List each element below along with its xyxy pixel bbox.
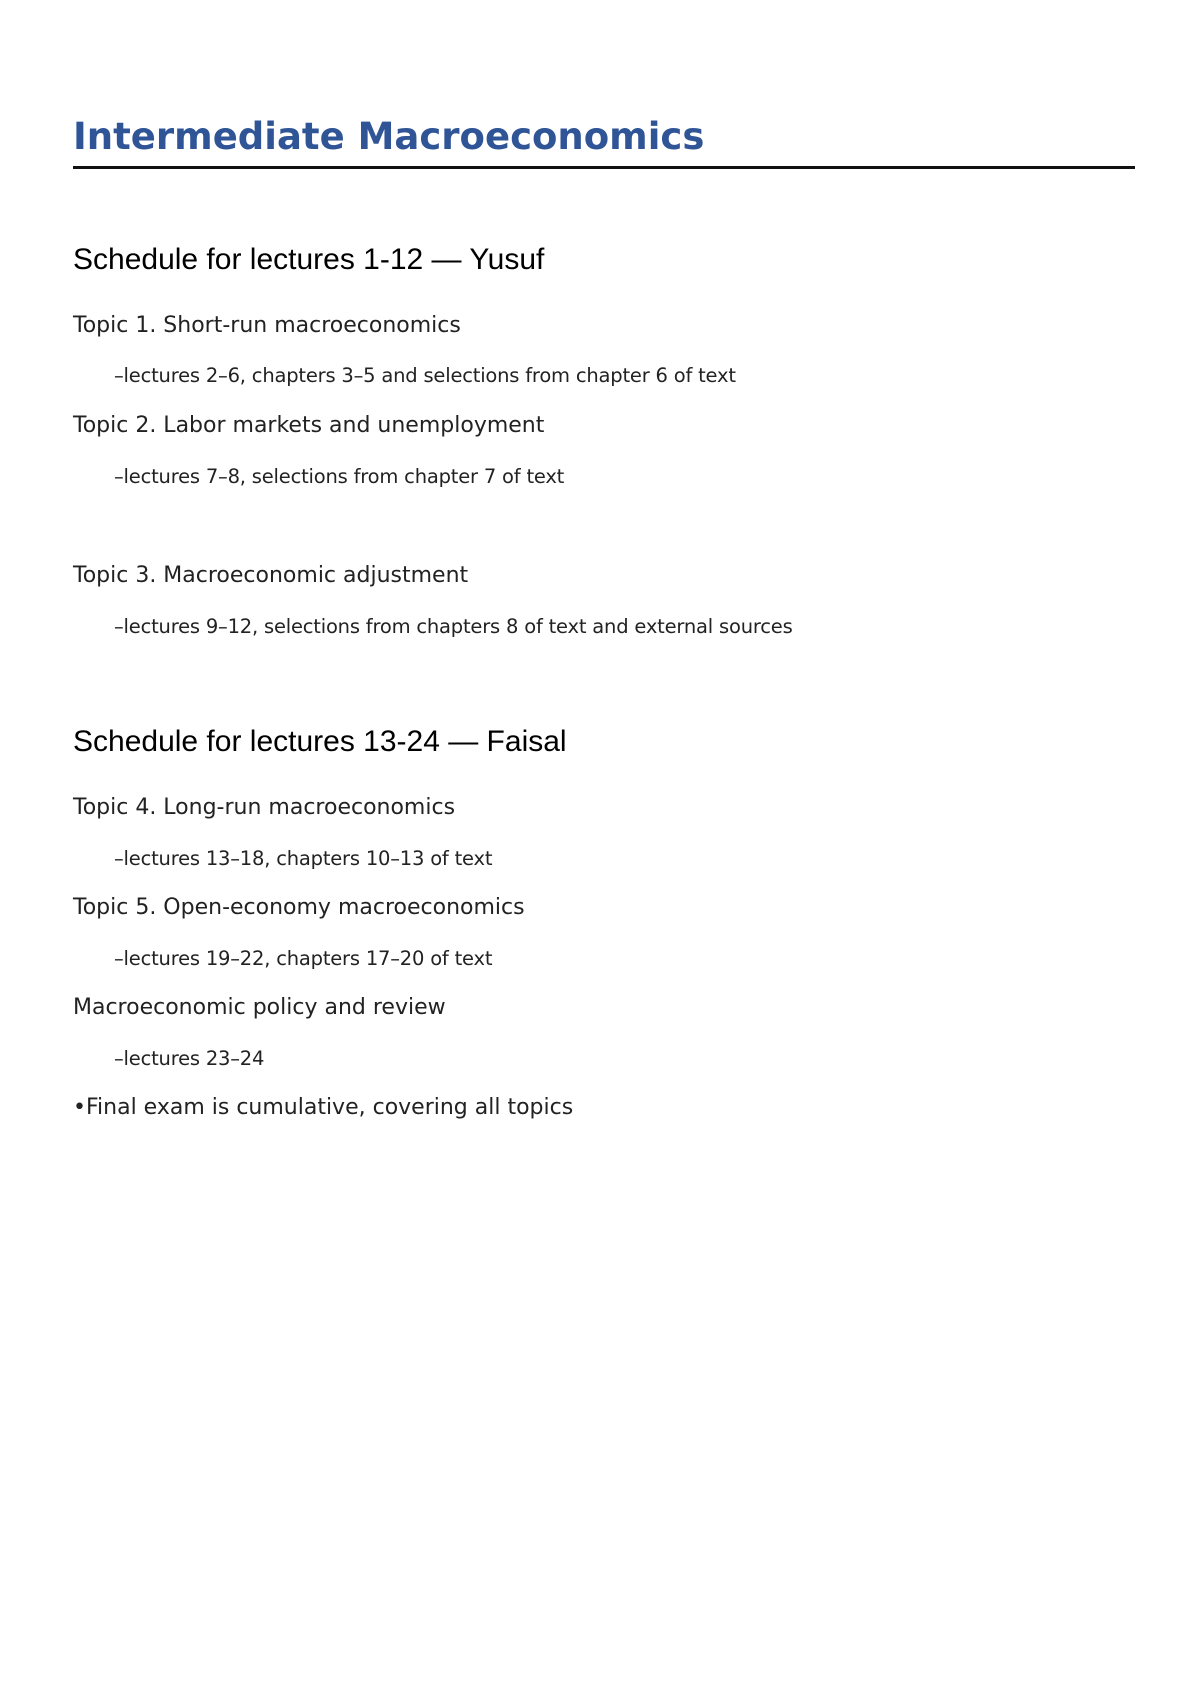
- topic-5-title: Topic 5. Open-economy macroeconomics: [73, 895, 525, 920]
- topic-4-detail: –lectures 13–18, chapters 10–13 of text: [114, 847, 493, 870]
- final-exam-note: •Final exam is cumulative, covering all topics: [73, 1095, 574, 1120]
- topic-5-detail: –lectures 19–22, chapters 17–20 of text: [114, 947, 493, 970]
- section-heading-faisal: Schedule for lectures 13-24 — Faisal: [73, 725, 567, 758]
- topic-2-detail: –lectures 7–8, selections from chapter 7 of text: [114, 465, 565, 488]
- topic-1-detail: –lectures 2–6, chapters 3–5 and selections from chapter 6 of text: [114, 364, 736, 387]
- topic-3-title: Topic 3. Macroeconomic adjustment: [73, 563, 469, 588]
- topic-2-title: Topic 2. Labor markets and unemployment: [73, 413, 545, 438]
- policy-review-title: Macroeconomic policy and review: [73, 995, 446, 1020]
- topic-1-title: Topic 1. Short-run macroeconomics: [73, 313, 461, 338]
- title-divider: [73, 166, 1135, 169]
- policy-review-detail: –lectures 23–24: [114, 1047, 265, 1070]
- section-heading-yusuf: Schedule for lectures 1-12 — Yusuf: [73, 243, 545, 276]
- topic-3-detail: –lectures 9–12, selections from chapters 8 of text and external sources: [114, 615, 793, 638]
- page-title: Intermediate Macroeconomics: [73, 115, 705, 158]
- topic-4-title: Topic 4. Long-run macroeconomics: [73, 795, 456, 820]
